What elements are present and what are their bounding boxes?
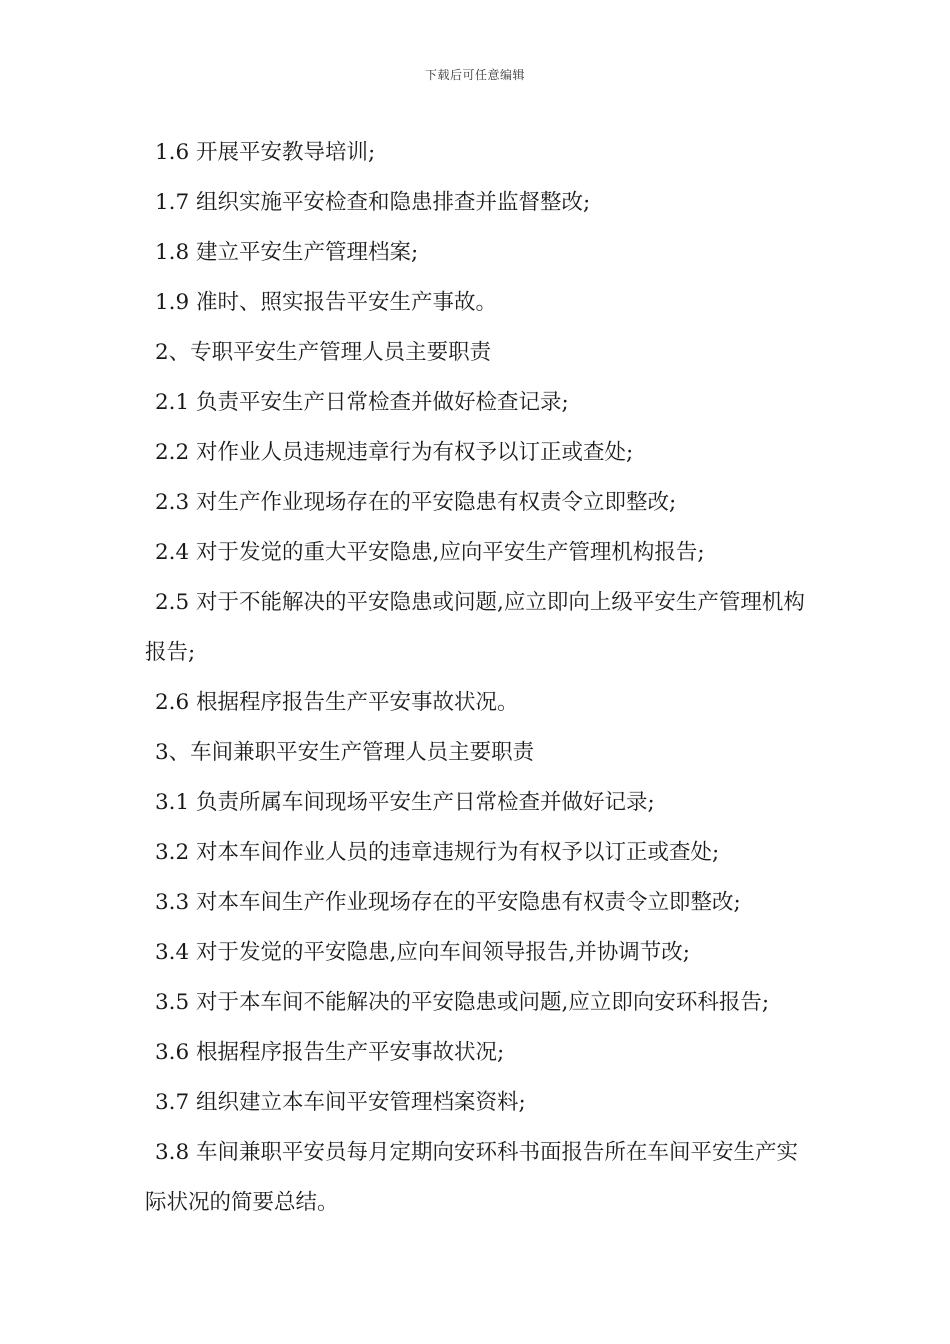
paragraph: 2.6 根据程序报告生产平安事故状况。: [155, 690, 519, 715]
paragraph: 3.7 组织建立本车间平安管理档案资料;: [155, 1090, 526, 1115]
paragraph: 2.1 负责平安生产日常检查并做好检查记录;: [155, 390, 569, 415]
paragraph: 2.2 对作业人员违规违章行为有权予以订正或查处;: [155, 440, 634, 465]
paragraph: 2.4 对于发觉的重大平安隐患,应向平安生产管理机构报告;: [155, 540, 705, 565]
page-header: 下载后可任意编辑: [424, 68, 525, 82]
paragraph: 1.8 建立平安生产管理档案;: [155, 240, 419, 265]
paragraph: 2.3 对生产作业现场存在的平安隐患有权责令立即整改;: [155, 490, 677, 515]
paragraph: 3.8 车间兼职平安员每月定期向安环科书面报告所在车间平安生产实际状况的简要总结。: [145, 1140, 799, 1215]
paragraph: 3.1 负责所属车间现场平安生产日常检查并做好记录;: [155, 790, 655, 815]
paragraph: 3.6 根据程序报告生产平安事故状况;: [155, 1040, 505, 1065]
paragraph: 1.7 组织实施平安检查和隐患排查并监督整改;: [155, 190, 591, 215]
paragraph: 1.9 准时、照实报告平安生产事故。: [155, 290, 498, 315]
paragraph: 2.5 对于不能解决的平安隐患或问题,应立即向上级平安生产管理机构报告;: [145, 590, 805, 665]
section-heading: 3、车间兼职平安生产管理人员主要职责: [155, 740, 535, 765]
section-heading: 2、专职平安生产管理人员主要职责: [155, 340, 492, 365]
paragraph: 1.6 开展平安教导培训;: [155, 140, 376, 165]
paragraph: 3.5 对于本车间不能解决的平安隐患或问题,应立即向安环科报告;: [155, 990, 770, 1015]
document-body: [145, 128, 813, 1228]
paragraph: 3.2 对本车间作业人员的违章违规行为有权予以订正或查处;: [155, 840, 720, 865]
paragraph: 3.3 对本车间生产作业现场存在的平安隐患有权责令立即整改;: [155, 890, 741, 915]
paragraph: 3.4 对于发觉的平安隐患,应向车间领导报告,并协调节改;: [155, 940, 690, 965]
